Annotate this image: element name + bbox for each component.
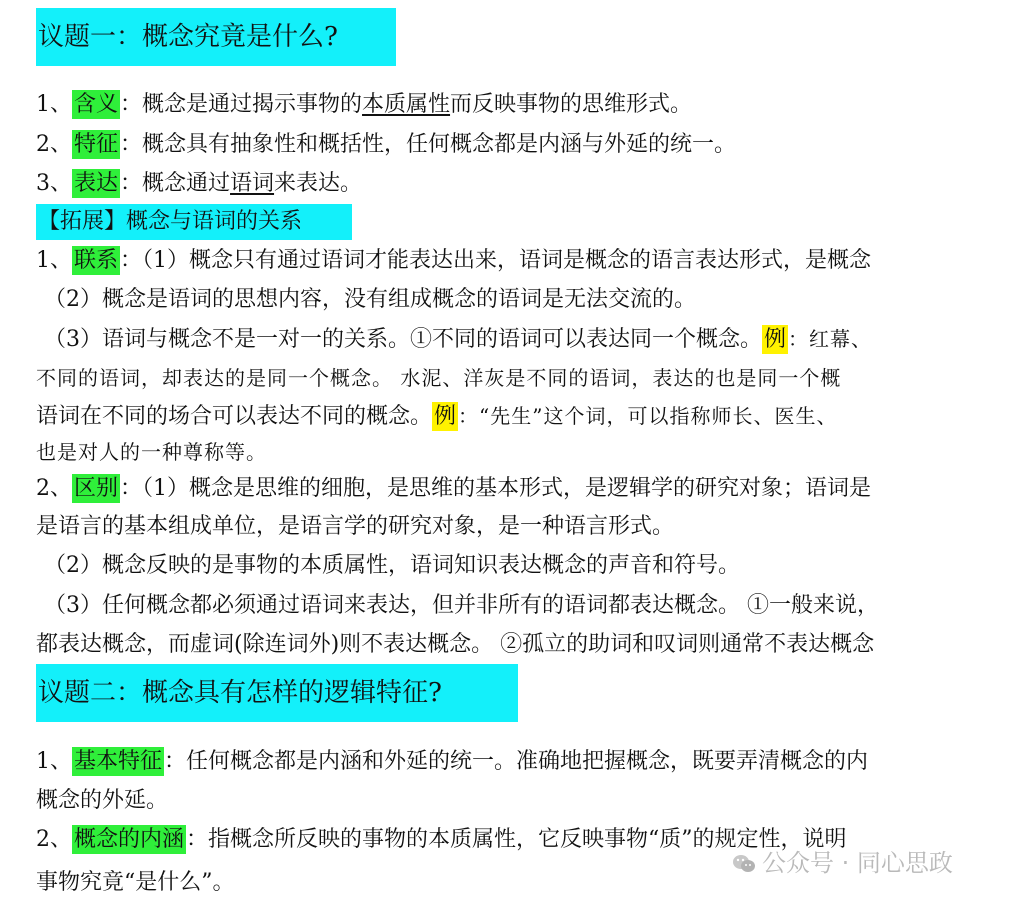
line-meaning — [36, 86, 692, 124]
extension-subheading: 【拓展】概念与语词的关系 — [36, 204, 352, 240]
line-difference-2: 是语言的基本组成单位，是语言学的研究对象，是一种语言形式。 — [36, 514, 675, 539]
line-difference-4: （3）任何概念都必须通过语词来表达，但并非所有的语词都表达概念。 ①一般来说， — [44, 593, 879, 618]
keyword-highlight: 含义 — [74, 92, 119, 117]
wechat-icon — [732, 853, 756, 875]
line-expression — [36, 165, 362, 203]
line-intension-2: 事物究竟“是什么”。 — [36, 870, 235, 895]
line-connection — [36, 242, 871, 280]
text: 语词在不同的场合可以表达不同的概念。 — [36, 404, 433, 429]
item-number: 2、 — [36, 132, 72, 157]
text: ：概念具有抽象性和概括性，任何概念都是内涵与外延的统一。 — [120, 132, 737, 157]
text: ：任何概念都是内涵和外延的统一。准确地把握概念，既要弄清概念的内 — [164, 749, 869, 774]
line-example-2 — [36, 397, 837, 436]
line-connection-2: （2）概念是语词的思想内容，没有组成概念的语词是无法交流的。 — [44, 287, 696, 312]
keyword-highlight: 联系 — [74, 248, 119, 273]
text: ：概念通过 — [120, 171, 231, 196]
example-highlight: 例 — [434, 404, 457, 429]
item-number: 3、 — [36, 171, 72, 196]
line-difference-5: 都表达概念，而虚词(除连词外)则不表达概念。 ②孤立的助词和叹词则通常不表达概念 — [36, 632, 875, 657]
keyword-highlight: 概念的内涵 — [74, 827, 185, 852]
line-example-1: 不同的语词，却表达的是同一个概念。 水泥、洋灰是不同的语词，表达的也是同一个概 — [36, 366, 842, 390]
line-connection-3 — [44, 320, 872, 359]
underlined-term: 语词 — [230, 171, 275, 196]
example-highlight: 例 — [764, 327, 787, 352]
text: ：“先生”这个词，可以指称师长、医生、 — [458, 404, 838, 428]
watermark-text: 公众号 · 同心思政 — [762, 849, 953, 877]
text: 来表达。 — [274, 171, 363, 196]
text: 而反映事物的思维形式。 — [450, 92, 693, 117]
item-number: 2、 — [36, 827, 72, 852]
keyword-highlight: 区别 — [74, 476, 119, 501]
text: ：（1）概念是思维的细胞，是思维的基本形式，是逻辑学的研究对象；语词是 — [120, 476, 872, 501]
topic-1-heading: 议题一：概念究竟是什么? — [36, 8, 396, 66]
text: ：指概念所反映的事物的本质属性，它反映事物“质”的规定性，说明 — [186, 827, 847, 852]
item-number: 1、 — [36, 92, 72, 117]
text: ：红幕、 — [788, 327, 873, 351]
line-example-3: 也是对人的一种尊称等。 — [36, 440, 267, 464]
text: ：概念是通过揭示事物的 — [120, 92, 363, 117]
line-intension — [36, 821, 847, 859]
line-difference — [36, 470, 871, 508]
keyword-highlight: 特征 — [74, 132, 119, 157]
line-basic-feature — [36, 743, 868, 781]
watermark — [732, 843, 953, 878]
line-basic-feature-2: 概念的外延。 — [36, 788, 169, 813]
text: ：（1）概念只有通过语词才能表达出来，语词是概念的语言表达形式，是概念 — [120, 248, 872, 273]
text: （3）语词与概念不是一对一的关系。①不同的语词可以表达同一个概念。 — [44, 327, 762, 352]
item-number: 2、 — [36, 476, 72, 501]
item-number: 1、 — [36, 248, 72, 273]
keyword-highlight: 基本特征 — [74, 749, 163, 774]
underlined-term: 本质属性 — [362, 92, 451, 117]
keyword-highlight: 表达 — [74, 171, 119, 196]
line-feature — [36, 126, 736, 164]
item-number: 1、 — [36, 749, 72, 774]
topic-2-heading: 议题二：概念具有怎样的逻辑特征? — [36, 664, 518, 722]
line-difference-3: （2）概念反映的是事物的本质属性，语词知识表达概念的声音和符号。 — [44, 553, 740, 578]
